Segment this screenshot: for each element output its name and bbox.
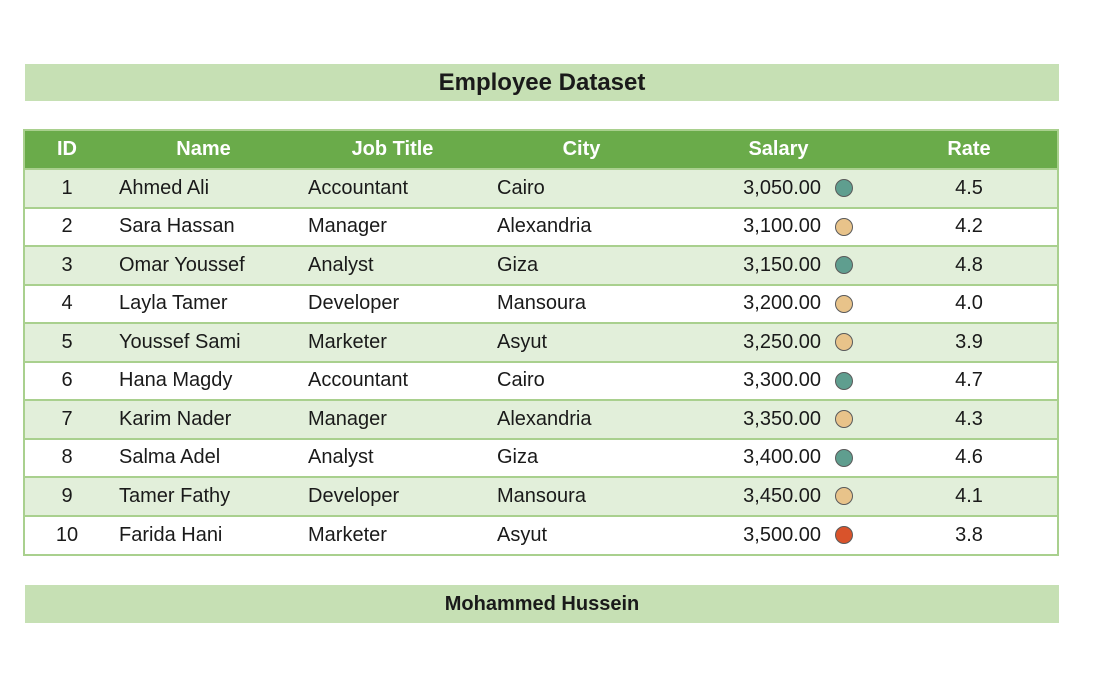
table-row xyxy=(25,516,1057,555)
cell-indicator xyxy=(821,169,881,208)
status-circle-icon xyxy=(835,333,853,351)
page-title: Employee Dataset xyxy=(25,64,1059,101)
cell-indicator xyxy=(821,208,881,247)
cell-id: 3 xyxy=(61,253,73,276)
cell-job-title: Accountant xyxy=(308,176,409,199)
column-header-id: ID xyxy=(57,138,77,160)
cell-job-title: Manager xyxy=(308,407,387,430)
cell-job-title: Marketer xyxy=(308,523,387,546)
cell-rate: 4.0 xyxy=(955,292,983,315)
cell-name: Omar Youssef xyxy=(119,253,245,276)
cell-indicator xyxy=(821,246,881,285)
cell-city: Alexandria xyxy=(497,407,592,430)
table-row xyxy=(25,169,1057,208)
cell-rate: 3.9 xyxy=(955,330,983,353)
cell-indicator xyxy=(821,516,881,555)
cell-name: Ahmed Ali xyxy=(119,176,210,199)
cell-salary: 3,250.00 xyxy=(743,330,821,353)
cell-salary: 3,500.00 xyxy=(743,523,821,546)
cell-job-title: Analyst xyxy=(308,446,374,469)
status-circle-icon xyxy=(835,410,853,428)
cell-city: Mansoura xyxy=(497,292,586,315)
cell-salary: 3,100.00 xyxy=(743,215,821,238)
cell-job-title: Developer xyxy=(308,484,400,507)
status-circle-icon xyxy=(835,487,853,505)
column-header-name: Name xyxy=(176,138,231,160)
cell-id: 6 xyxy=(61,369,73,392)
cell-salary: 3,400.00 xyxy=(743,446,821,469)
cell-salary: 3,200.00 xyxy=(743,292,821,315)
cell-salary: 3,150.00 xyxy=(743,253,821,276)
cell-id: 5 xyxy=(61,330,73,353)
cell-job-title: Analyst xyxy=(308,253,374,276)
cell-name: Hana Magdy xyxy=(119,369,233,392)
cell-name: Sara Hassan xyxy=(119,215,235,238)
cell-rate: 4.1 xyxy=(955,484,983,507)
cell-salary: 3,350.00 xyxy=(743,407,821,430)
status-circle-icon xyxy=(835,372,853,390)
cell-city: Mansoura xyxy=(497,484,586,507)
cell-city: Asyut xyxy=(497,330,548,353)
cell-city: Giza xyxy=(497,446,539,469)
cell-id: 7 xyxy=(61,407,73,430)
cell-salary: 3,050.00 xyxy=(743,176,821,199)
column-header-salary: Salary xyxy=(748,138,809,160)
cell-indicator xyxy=(821,400,881,439)
cell-city: Giza xyxy=(497,253,539,276)
status-circle-icon xyxy=(835,256,853,274)
table-row xyxy=(25,362,1057,401)
author-footer: Mohammed Hussein xyxy=(25,585,1059,623)
cell-salary: 3,300.00 xyxy=(743,369,821,392)
cell-name: Tamer Fathy xyxy=(119,484,231,507)
cell-id: 4 xyxy=(61,292,73,315)
cell-city: Cairo xyxy=(497,176,545,199)
cell-name: Youssef Sami xyxy=(119,330,241,353)
status-circle-icon xyxy=(835,218,853,236)
cell-job-title: Marketer xyxy=(308,330,387,353)
column-header-job-title: Job Title xyxy=(351,138,434,160)
cell-city: Alexandria xyxy=(497,215,592,238)
cell-job-title: Accountant xyxy=(308,369,409,392)
cell-rate: 3.8 xyxy=(955,523,983,546)
cell-name: Karim Nader xyxy=(119,407,232,430)
table-row xyxy=(25,400,1057,439)
cell-city: Cairo xyxy=(497,369,545,392)
cell-salary: 3,450.00 xyxy=(743,484,821,507)
status-circle-icon xyxy=(835,526,853,544)
cell-indicator xyxy=(821,362,881,401)
employee-table xyxy=(23,129,1059,556)
cell-job-title: Manager xyxy=(308,215,387,238)
cell-indicator xyxy=(821,285,881,324)
cell-rate: 4.6 xyxy=(955,446,983,469)
cell-rate: 4.8 xyxy=(955,253,983,276)
table-row xyxy=(25,246,1057,285)
table-row xyxy=(25,477,1057,516)
cell-indicator xyxy=(821,323,881,362)
cell-rate: 4.3 xyxy=(955,407,983,430)
cell-rate: 4.5 xyxy=(955,176,983,199)
cell-name: Farida Hani xyxy=(119,523,223,546)
cell-id: 10 xyxy=(55,523,79,546)
cell-indicator xyxy=(821,477,881,516)
table-row xyxy=(25,208,1057,247)
column-header-rate: Rate xyxy=(947,138,991,160)
cell-job-title: Developer xyxy=(308,292,400,315)
cell-id: 2 xyxy=(61,215,73,238)
table-row xyxy=(25,439,1057,478)
cell-id: 8 xyxy=(61,446,73,469)
cell-indicator xyxy=(821,439,881,478)
cell-rate: 4.2 xyxy=(955,215,983,238)
cell-id: 1 xyxy=(61,176,73,199)
cell-rate: 4.7 xyxy=(955,369,983,392)
table-row xyxy=(25,285,1057,324)
cell-name: Salma Adel xyxy=(119,446,221,469)
cell-name: Layla Tamer xyxy=(119,292,228,315)
status-circle-icon xyxy=(835,179,853,197)
cell-city: Asyut xyxy=(497,523,548,546)
cell-id: 9 xyxy=(61,484,73,507)
table-row xyxy=(25,323,1057,362)
table-header-row xyxy=(25,131,1057,169)
column-header-city: City xyxy=(562,138,601,160)
status-circle-icon xyxy=(835,295,853,313)
status-circle-icon xyxy=(835,449,853,467)
